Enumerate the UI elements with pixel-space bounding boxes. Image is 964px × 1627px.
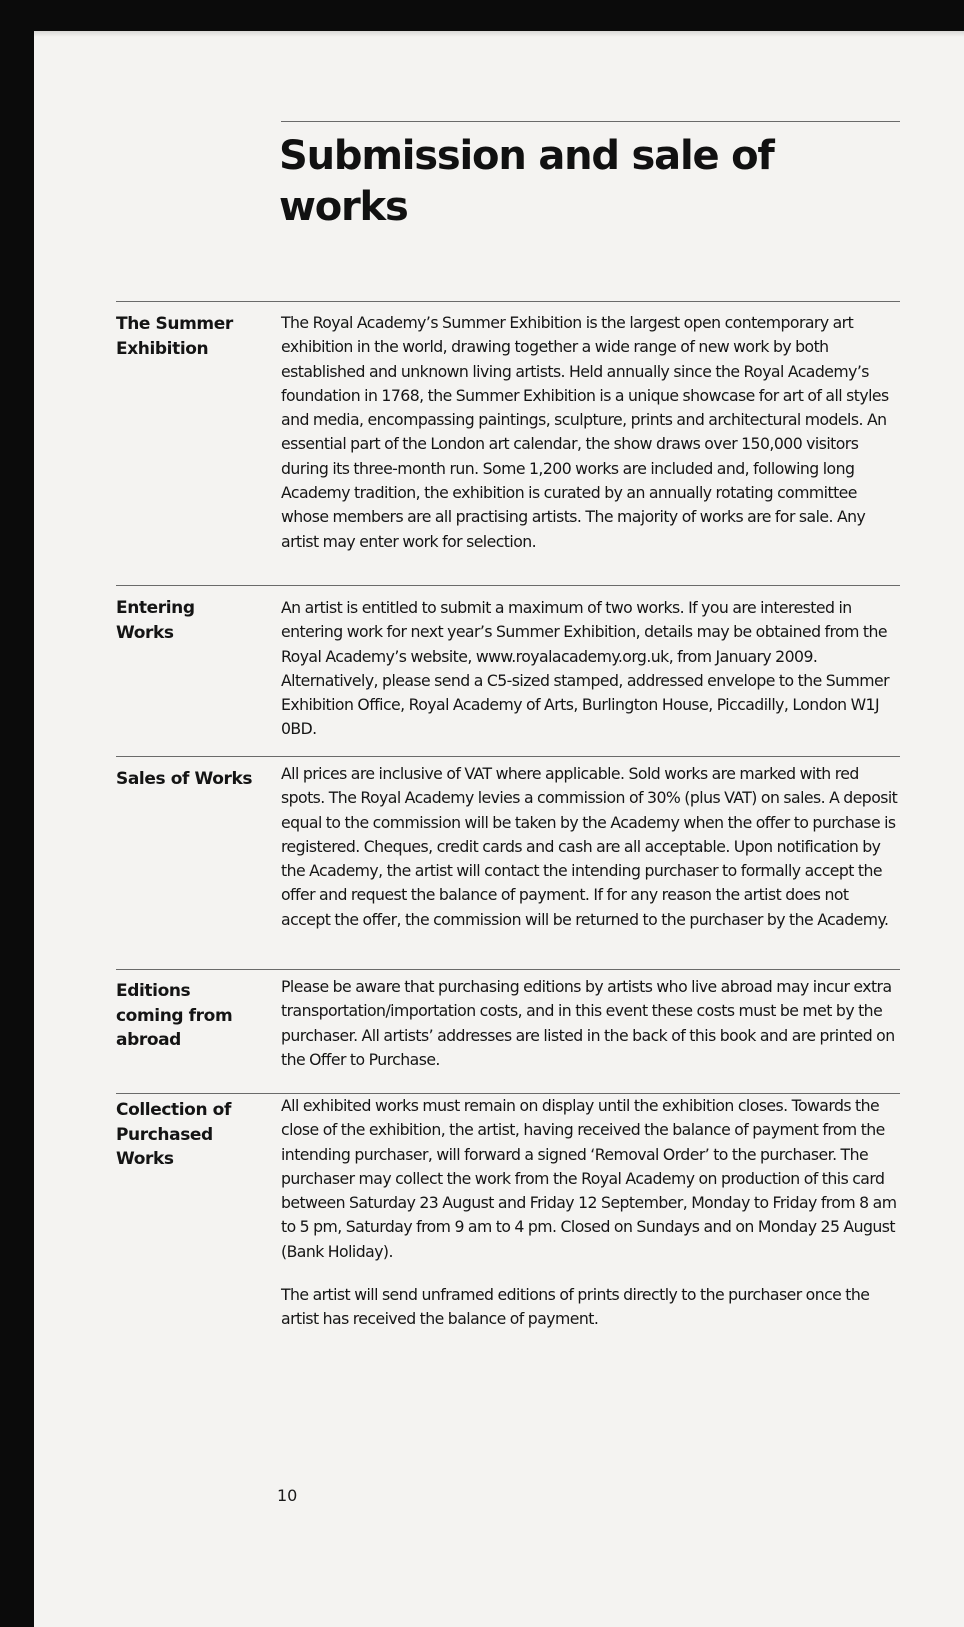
section-paragraph: The Royal Academy’s Summer Exhibition is the largest open contemporary art exhibition in the world, drawing together a wide range of new work by both established and unknown living artists. Held annually since the Royal Academy’s foundation in 1768, the Summer Exhibition is a unique showcase for art of all styles and media, encompassing paintings, sculpture, prints and architectural models. An essential part of the London art calendar, the show draws over 150,000 visitors during its three-month run. Some 1,200 works are included and, following long Academy tradition, the exhibition is curated by an annually rotating committee whose members are all practising artists. The majority of works are for sale. Any artist may enter work for selection.: [281, 313, 889, 551]
section-label-collection-of-purchased-works: Collection of Purchased Works: [116, 1100, 231, 1169]
section-label-sales-of-works: Sales of Works: [116, 769, 253, 789]
section-paragraph: The artist will send unframed editions of prints directly to the purchaser once the artist has received the balance of payment.: [281, 1285, 870, 1329]
book-page: [34, 31, 964, 1627]
section-rule: [116, 756, 900, 757]
section-paragraph: All exhibited works must remain on display until the exhibition closes. Towards the close of the exhibition, the artist, having received the balance of payment from the intending purchaser, will forward a signed ‘Removal Order’ to the purchaser. The purchaser may collect the work from the Royal Academy on production of this card between Saturday 23 August and Friday 12 September, Monday to Friday from 8 am to 5 pm, Saturday from 9 am to 4 pm. Closed on Sundays and on Monday 25 August (Bank Holiday).: [281, 1096, 897, 1261]
section-body-entering-works: [281, 596, 901, 742]
page-title: Submission and sale of works: [279, 133, 774, 230]
section-label-editions-from-abroad: Editions coming from abroad: [116, 981, 233, 1050]
section-label-entering-works: Entering Works: [116, 598, 195, 643]
section-paragraph: An artist is entitled to submit a maximum of two works. If you are interested in entering work for next year’s Summer Exhibition, details may be obtained from the Royal Academy’s website, www.royalacademy.org.uk, from January 2009. Alternatively, please send a C5-sized stamped, addressed envelope to the Summer Exhibition Office, Royal Academy of Arts, Burlington House, Piccadilly, London W1J 0BD.: [281, 598, 889, 739]
section-body-collection-of-purchased-works: [281, 1094, 901, 1332]
title-rule: [281, 121, 900, 122]
section-label-summer-exhibition: The Summer Exhibition: [116, 314, 233, 359]
section-rule: [116, 301, 900, 302]
section-body-summer-exhibition: [281, 311, 901, 554]
page-number: 10: [277, 1486, 298, 1505]
section-body-sales-of-works: [281, 762, 901, 932]
page-top-shadow: [34, 31, 964, 37]
section-body-editions-from-abroad: [281, 975, 901, 1072]
section-rule: [116, 585, 900, 586]
section-paragraph: Please be aware that purchasing editions by artists who live abroad may incur extra transportation/importation costs, and in this event these costs must be met by the purchaser. All artists’ addresses are listed in the back of this book and are printed on the Offer to Purchase.: [281, 977, 895, 1069]
section-paragraph: All prices are inclusive of VAT where applicable. Sold works are marked with red spots. The Royal Academy levies a commission of 30% (plus VAT) on sales. A deposit equal to the commission will be taken by the Academy when the offer to purchase is registered. Cheques, credit cards and cash are all acceptable. Upon notification by the Academy, the artist will contact the intending purchaser to formally accept the offer and request the balance of payment. If for any reason the artist does not accept the offer, the commission will be returned to the purchaser by the Academy.: [281, 764, 898, 929]
section-rule: [116, 969, 900, 970]
